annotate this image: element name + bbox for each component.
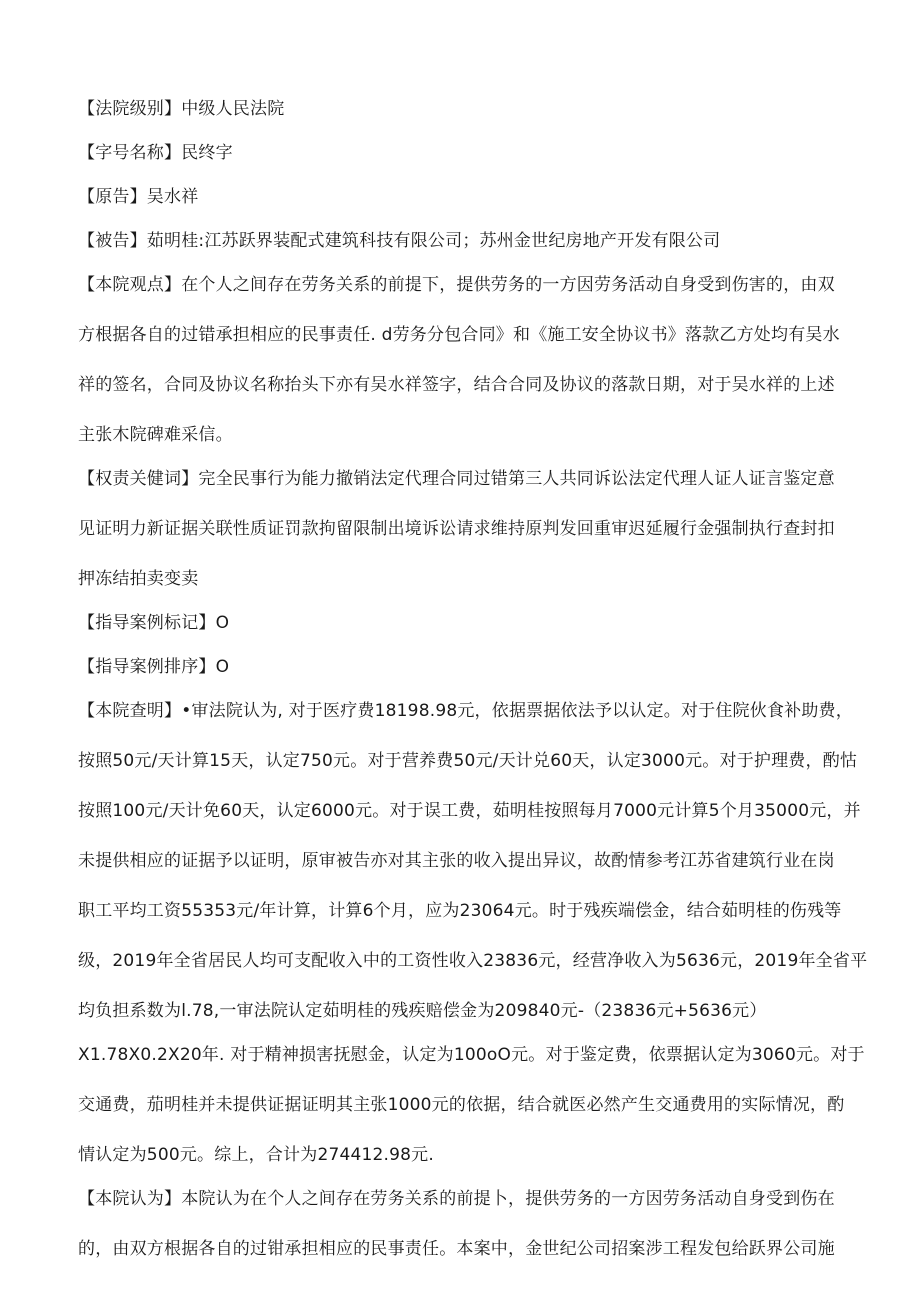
findings-line-4: 未提供相应的证据予以证明，原审被告亦对其主张的收入提出异议，故酌情参考江苏省建筑行业在岗 [78,851,835,871]
case-type-line: 【字号名称】民终字 [78,143,233,163]
court-opinion-line-3: 祥的签名，合同及协议名称抬头下亦有吴水祥签字，结合合同及协议的落款日期，对于吴水祥的上述 [78,375,835,395]
keywords-line-1: 【权责关健词】完全民事行为能力撤销法定代理合同过错第三人共同诉讼法定代理人证人证言鉴定意 [78,469,835,489]
court-level-line: 【法院级别】中级人民法院 [78,99,285,119]
findings-line-3: 按照100元/天计免60天，认定6000元。对于误工费，茹明桂按照每月7000元计算5个月35000元，并 [78,801,861,821]
findings-line-5: 职工平均工资55353元/年计算，计算6个月，应为23064元。时于残疾端偿金，结合茹明桂的伤残等 [78,901,842,921]
court-opinion-line-2: 方根据各自的过错承担相应的民事责任. d劳务分包合同》和《施工安全协议书》落款乙方处均有吴水 [78,325,840,345]
findings-line-2: 按照50元/天计算15天，认定750元。对于营养费50元/天计兑60天，认定3000元。对于护理费，酌怙 [78,751,858,771]
guiding-case-order-line: 【指导案例排序】O [78,657,230,677]
court-opinion-line-1: 【本院观点】在个人之间存在劳务关系的前提下，提供劳务的一方因劳务活动自身受到伤害的，由双 [78,275,835,295]
court-holding-line-2: 的，由双方根据各自的过钳承担相应的民事责任。本案中，金世纪公司招案涉工程发包给跃界公司施 [78,1239,835,1259]
findings-line-8: X1.78X0.2X20年. 对于精神损害抚慰金，认定为100oO元。对于鉴定费，依票据认定为3060元。对于 [78,1045,865,1065]
keywords-line-2: 见证明力新证据关联性质证罚款拘留限制出境诉讼请求维持原判发回重审迟延履行金强制执行查封扣 [78,519,835,539]
findings-line-9: 交通费，茄明桂并未提供证据证明其主张1000元的依据，结合就医必然产生交通费用的实际情况，酌 [78,1095,845,1115]
document-body [78,99,868,1260]
findings-line-10: 情认定为500元。综上，合计为274412.98元. [78,1145,434,1165]
guiding-case-mark-line: 【指导案例标记】O [78,613,230,633]
defendant-line: 【被告】茹明桂:江苏跃界装配式建筑科技有限公司；苏州金世纪房地产开发有限公司 [78,231,721,251]
findings-line-6: 级，2019年全省居民人均可支配收入中的工资性收入23836元，经营净收入为5636元，2019年全省平 [78,951,868,971]
plaintiff-line: 【原告】吴水祥 [78,187,199,207]
keywords-line-3: 押冻结拍卖变卖 [78,569,199,589]
court-holding-line-1: 【本院认为】本院认为在个人之间存在劳务关系的前提卜，提供劳务的一方因劳务活动自身受到伤在 [78,1189,835,1209]
findings-line-7: 均负担系数为l.78,一审法院认定茹明桂的残疾赔偿金为209840元-（23836元+5636元） [78,1001,767,1021]
findings-line-1: 【本院查明】•审法院认为, 对于医疗费18198.98元，依据票据依法予以认定。对于住院伙食补助费， [78,701,853,721]
court-opinion-line-4: 主张木院碑难采信。 [78,425,233,445]
